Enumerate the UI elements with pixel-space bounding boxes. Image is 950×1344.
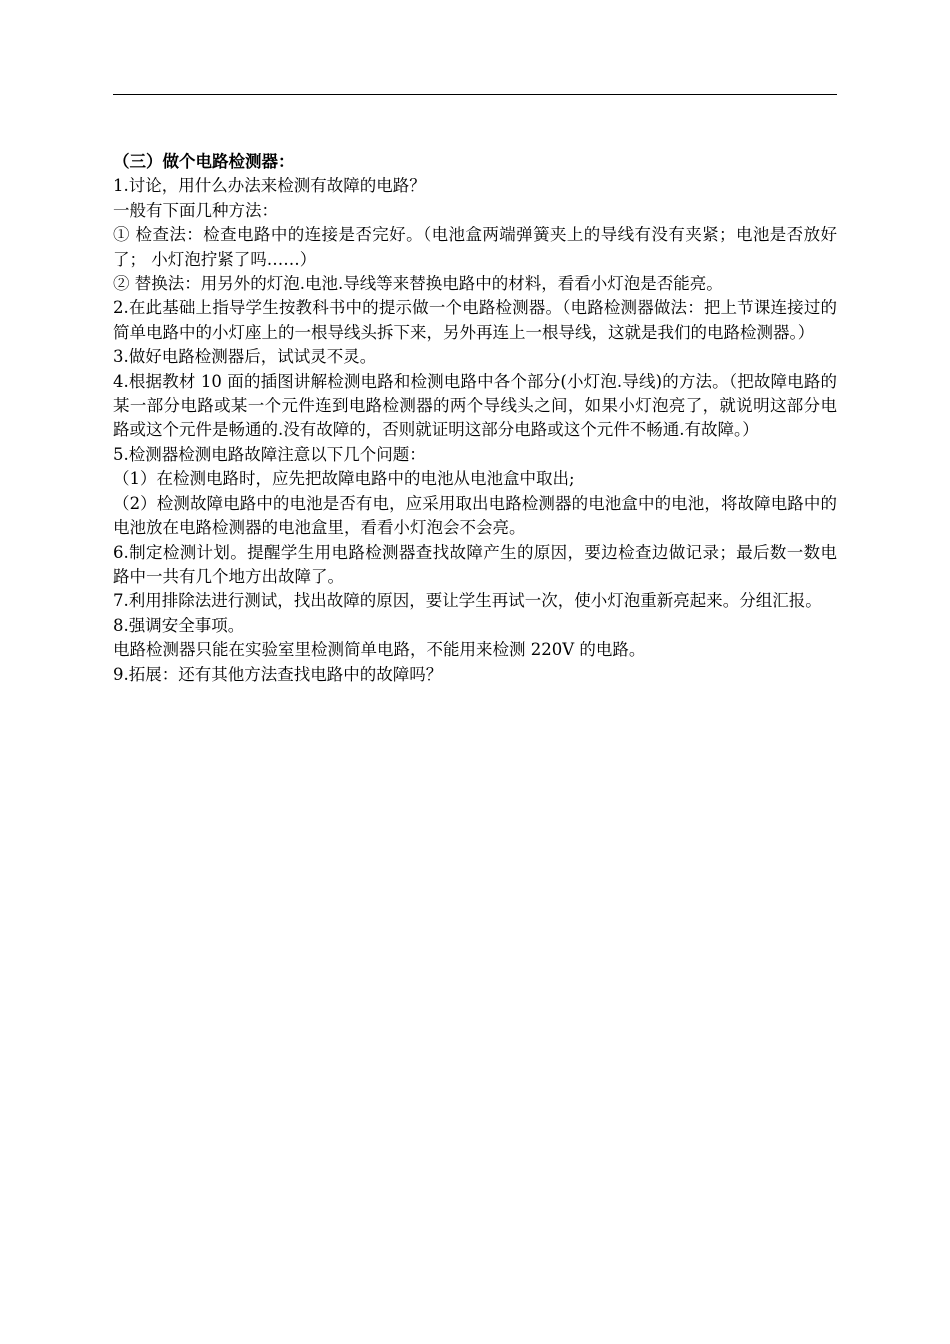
paragraph-safety-detail: 电路检测器只能在实验室里检测简单电路，不能用来检测 220V 的电路。 bbox=[113, 640, 646, 660]
paragraph-note-2: （2）检测故障电路中的电池是否有电，应采用取出电路检测器的电池盒中的电池，将故障电路中的电池放在电路检测器的电池盒里，看看小灯泡会不会亮。 bbox=[113, 493, 837, 538]
paragraph-elimination: 7.利用排除法进行测试，找出故障的原因，要让学生再试一次，使小灯泡重新亮起来。分组汇报。 bbox=[113, 591, 822, 611]
section-heading: （三）做个电路检测器： bbox=[113, 152, 295, 171]
paragraph-explain-method: 4.根据教材 10 面的插图讲解检测电路和检测电路中各个部分(小灯泡.导线)的方法。（把故障电路的某一部分电路或某一个元件连到电路检测器的两个导线头之间，如果小灯泡亮了，就说明这部分电路或这个元件是畅通的.没有故障的，否则就证明这部分电路或这个元件不畅通.有故障。） bbox=[113, 371, 837, 440]
paragraph-safety: 8.强调安全事项。 bbox=[113, 615, 245, 635]
paragraph-discussion: 1.讨论，用什么办法来检测有故障的电路？ bbox=[113, 176, 426, 196]
paragraph-method-replacement: ② 替换法：用另外的灯泡.电池.导线等来替换电路中的材料，看看小灯泡是否能亮。 bbox=[113, 274, 723, 294]
paragraph-note-1: （1）在检测电路时，应先把故障电路中的电池从电池盒中取出; bbox=[113, 469, 575, 489]
paragraph-make-detector: 2.在此基础上指导学生按教科书中的提示做一个电路检测器。（电路检测器做法：把上节课连接过的简单电路中的小灯座上的一根导线头拆下来，另外再连上一根导线，这就是我们的电路检测器。） bbox=[113, 298, 837, 342]
paragraph-method-inspection: ① 检查法：检查电路中的连接是否完好。（电池盒两端弹簧夹上的导线有没有夹紧；电池是否放好了； 小灯泡拧紧了吗……） bbox=[113, 225, 837, 269]
document-body bbox=[113, 150, 837, 687]
paragraph-notes-intro: 5.检测器检测电路故障注意以下几个问题： bbox=[113, 444, 426, 464]
paragraph-plan: 6.制定检测计划。提醒学生用电路检测器查找故障产生的原因，要边检查边做记录；最后数一数电路中一共有几个地方出故障了。 bbox=[113, 542, 837, 586]
paragraph-methods-intro: 一般有下面几种方法： bbox=[113, 200, 278, 220]
paragraph-extension: 9.拓展：还有其他方法查找电路中的故障吗？ bbox=[113, 664, 443, 684]
header-rule bbox=[113, 94, 837, 95]
paragraph-test-detector: 3.做好电路检测器后，试试灵不灵。 bbox=[113, 347, 377, 367]
